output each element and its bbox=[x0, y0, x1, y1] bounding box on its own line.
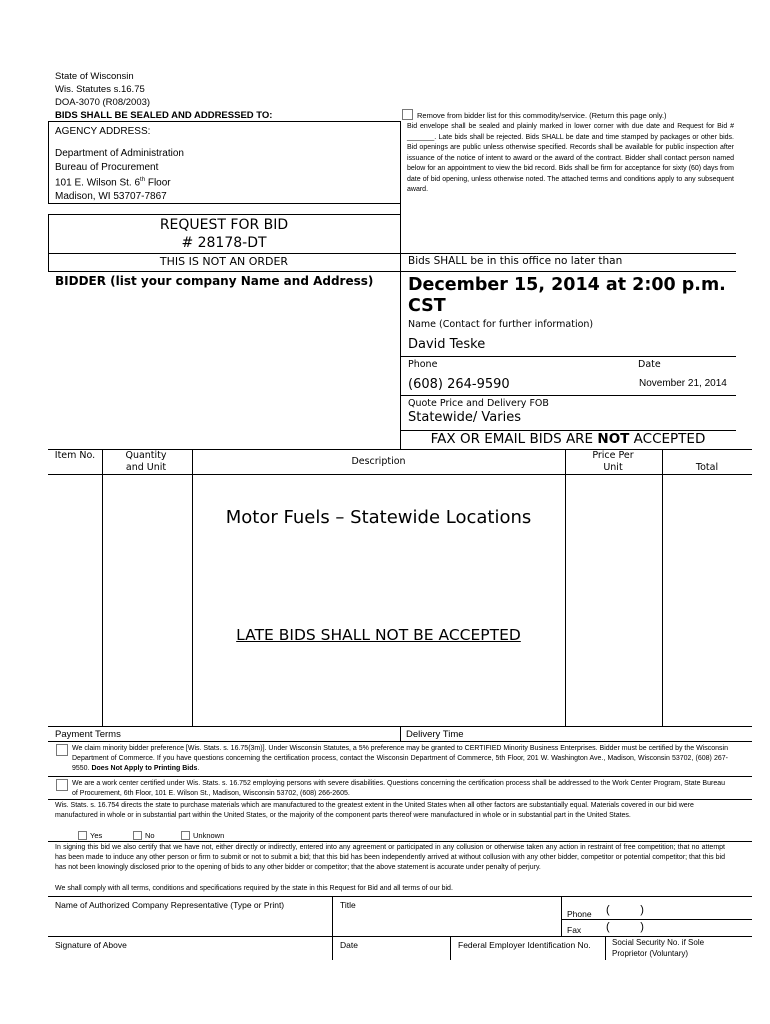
yes-label: Yes bbox=[90, 831, 103, 840]
collusion-text: In signing this bid we also certify that we have not, either directly or indirectly, entered into any agreement or participated in any collusion or otherwise taken any action in restraint of free competition; that no attempt has been made to induce any other person or firm to submit or not to submit a bid; that this bid has been independently arrived at without collusion with any other bidder, competitor or potential competitor; that this bid has not been knowingly disclosed prior to the opening of bids to any other bidder or competitor; that the above statement is accurate under penalty of perjury. bbox=[55, 844, 725, 871]
date-field-label: Date bbox=[340, 940, 358, 950]
payment-terms: Payment Terms bbox=[55, 729, 121, 740]
work-center-checkbox[interactable] bbox=[56, 779, 68, 791]
fein-label: Federal Employer Identification No. bbox=[458, 940, 591, 950]
fob-value: Statewide/ Varies bbox=[408, 410, 521, 425]
unknown-checkbox[interactable] bbox=[181, 831, 190, 840]
statute-text: Wis. Stats. s. 16.754 directs the state to purchase materials which are manufactured to the greatest extent in the United States when all other factors are substantially equal. Materials covered in our bid were manufactured in whole or in substantial part within the United States, or the majority of the component parts thereof were manufactured in whole or in substantial part in the United States. bbox=[55, 802, 694, 819]
rep-name-label: Name of Authorized Company Representative (Type or Print) bbox=[55, 900, 285, 910]
signature-label: Signature of Above bbox=[55, 940, 127, 950]
contact-name: David Teske bbox=[408, 337, 486, 352]
delivery-time: Delivery Time bbox=[406, 729, 464, 740]
col-total: Total bbox=[695, 462, 719, 473]
fax-notice: FAX OR EMAIL BIDS ARE NOT ACCEPTED bbox=[430, 431, 706, 447]
date-label: Date bbox=[638, 359, 661, 370]
fax-field-label: Fax bbox=[567, 925, 582, 935]
not-an-order: THIS IS NOT AN ORDER bbox=[159, 255, 289, 268]
description-title: Motor Fuels – Statewide Locations bbox=[225, 507, 532, 528]
col-item: Item No. bbox=[54, 450, 96, 461]
agency-address: Department of Administration Bureau of Procurement 101 E. Wilson St. 6th Floor Madison, WI 53707-7867 bbox=[55, 148, 184, 202]
comply-text: We shall comply with all terms, conditions and specifications required by the state in this Request for Bid and all terms of our bid. bbox=[55, 885, 453, 892]
col-quantity: Quantity and Unit bbox=[125, 450, 167, 473]
remove-from-list-checkbox[interactable] bbox=[402, 109, 413, 120]
agency-label: AGENCY ADDRESS: bbox=[55, 126, 151, 137]
phone-field-label: Phone bbox=[567, 909, 592, 919]
remove-notice: Remove from bidder list for this commodity/service. (Return this page only.) bbox=[417, 111, 667, 120]
contact-phone: (608) 264-9590 bbox=[408, 377, 510, 392]
header-form-number: DOA-3070 (R08/2003) bbox=[55, 97, 151, 108]
header-state: State of Wisconsin bbox=[55, 71, 134, 82]
yes-checkbox[interactable] bbox=[78, 831, 87, 840]
ssn-label: Social Security No. if Sole Proprietor (Voluntary) bbox=[612, 938, 705, 958]
bid-instructions: Bid envelope shall be sealed and plainly marked in lower corner with due date and Request for Bid # _______. Late bids shall be rejected. Bids SHALL be date and time stamped by packages or other bids. Bid openings are public unless otherwise specified. Records shall be available for public inspection after issuance of the notice of intent to award or the award of the contract. Bidder shall contact person named below for an appointment to view the bid record. Bids shall be firm for acceptance for sixty (60) days from date of bid opening, unless otherwise noted. The attached terms and conditions apply to any subsequent award. bbox=[407, 123, 734, 193]
fax-field[interactable]: ( ) bbox=[606, 921, 644, 933]
minority-text: We claim minority bidder preference [Wis. Stats. s. 16.75(3m)]. Under Wisconsin Statutes, a 5% preference may be granted to CERTIFIED Minority Business Enterprises. Bidder must be certified by the Wisconsin Department of Commerce. If you have questions concerning the certification process, contact the Wisconsin Department of Commerce, 5th Floor, 201 W. Washington Ave., Madison, Wisconsin 53702, (608) 267-9550. Does Not Apply to Printing Bids. bbox=[72, 745, 728, 772]
minority-checkbox[interactable] bbox=[56, 744, 68, 756]
no-label: No bbox=[145, 831, 155, 840]
no-checkbox[interactable] bbox=[133, 831, 142, 840]
deadline-label: Bids SHALL be in this office no later than bbox=[408, 255, 623, 267]
col-description: Description bbox=[351, 456, 406, 467]
deadline-value: December 15, 2014 at 2:00 p.m. CST bbox=[408, 275, 726, 316]
fob-label: Quote Price and Delivery FOB bbox=[408, 398, 549, 409]
late-bids-notice: LATE BIDS SHALL NOT BE ACCEPTED bbox=[236, 626, 521, 644]
phone-field[interactable]: ( ) bbox=[606, 904, 644, 916]
bidder-label: BIDDER (list your company Name and Address) bbox=[55, 274, 374, 288]
header-statute: Wis. Statutes s.16.75 bbox=[55, 84, 145, 95]
work-center-text: We are a work center certified under Wis. Stats. s. 16.752 employing persons with severe disabilities. Questions concerning the certification process shall be addressed to the Work Center Program, State Bureau of Procurement, 6th Floor, 101 E. Wilson St., Madison, Wisconsin 53702, (608) 266-2605. bbox=[72, 780, 726, 797]
title-label: Title bbox=[340, 900, 356, 910]
col-price: Price Per Unit bbox=[592, 450, 634, 473]
phone-label: Phone bbox=[408, 359, 438, 370]
contact-label: Name (Contact for further information) bbox=[408, 319, 594, 330]
form-header bbox=[55, 70, 272, 122]
unknown-label: Unknown bbox=[193, 831, 225, 840]
rfb-title: REQUEST FOR BID # 28178-DT bbox=[159, 217, 289, 251]
contact-date: November 21, 2014 bbox=[639, 378, 727, 389]
header-sealed: BIDS SHALL BE SEALED AND ADDRESSED TO: bbox=[55, 110, 273, 121]
